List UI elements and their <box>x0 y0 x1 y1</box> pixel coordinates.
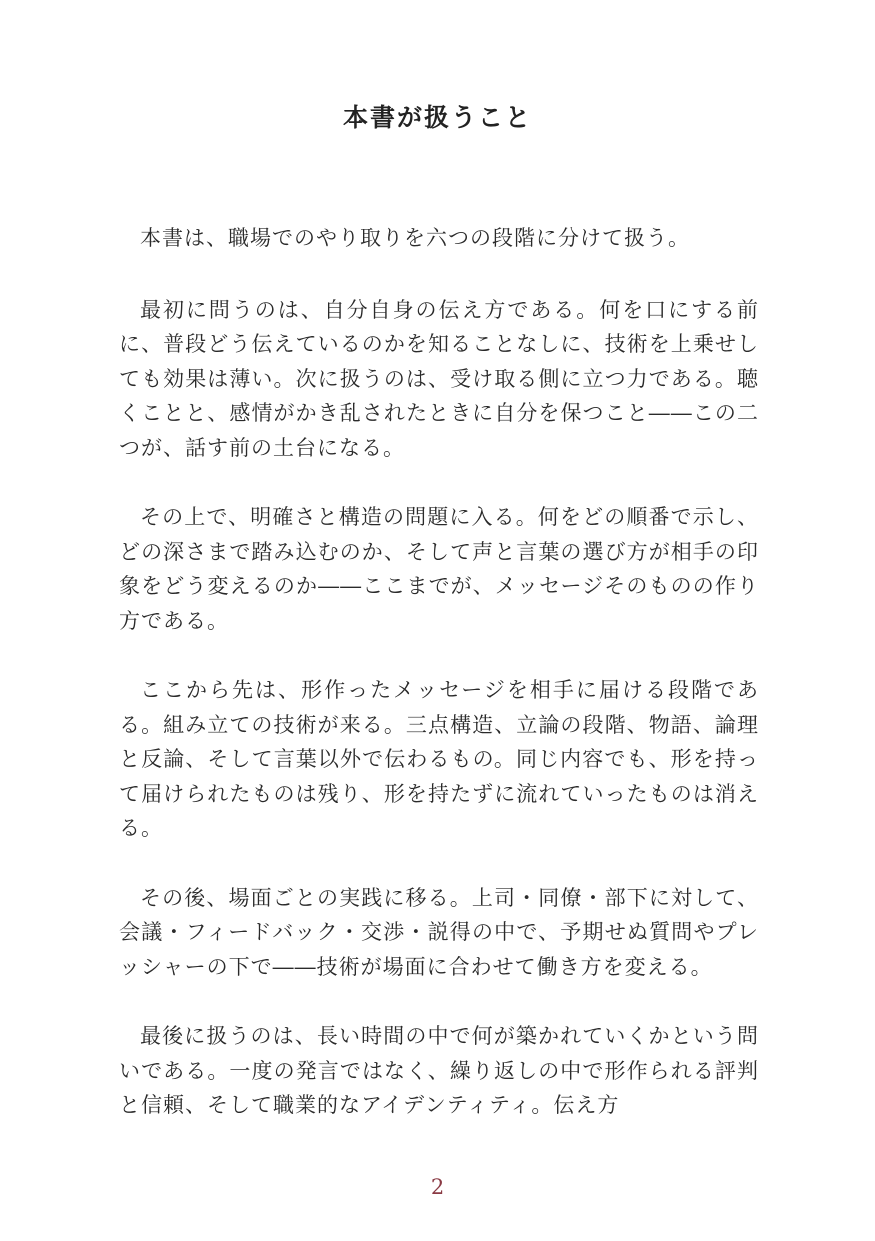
page-title: 本書が扱うこと <box>342 103 532 132</box>
page-number: 2 <box>430 1175 445 1199</box>
paragraph-3: その上で、明確さと構造の問題に入る。何をどの順番で示し、どの深さまで踏み込むのか、そして声と言葉の選び方が相手の印象をどう変えるのか――ここまでが、メッセージそのものの作り方である。 <box>119 505 759 633</box>
paragraph-6: 最後に扱うのは、長い時間の中で何が築かれていくかという問いである。一度の発言ではなく、繰り返しの中で形作られる評判と信頼、そして職業的なアイデンティティ。伝え方 <box>119 1024 759 1117</box>
paragraph-1: 本書は、職場でのやり取りを六つの段階に分けて扱う。 <box>140 226 690 250</box>
paragraph-4: ここから先は、形作ったメッセージを相手に届ける段階である。組み立ての技術が来る。三点構造、立論の段階、物語、論理と反論、そして言葉以外で伝わるもの。同じ内容でも、形を持って届けられたものは残り、形を持たずに流れていったものは消える。 <box>119 678 759 840</box>
paragraph-5: その後、場面ごとの実践に移る。上司・同僚・部下に対して、会議・フィードバック・交渉・説得の中で、予期せぬ質問やプレッシャーの下で――技術が場面に合わせて働き方を変える。 <box>119 885 759 979</box>
paragraph-2: 最初に問うのは、自分自身の伝え方である。何を口にする前に、普段どう伝えているのかを知ることなしに、技術を上乗せしても効果は薄い。次に扱うのは、受け取る側に立つ力である。聴くことと、感情がかき乱されたときに自分を保つこと――この二つが、話す前の土台になる。 <box>119 297 759 460</box>
body-text <box>119 221 759 1158</box>
